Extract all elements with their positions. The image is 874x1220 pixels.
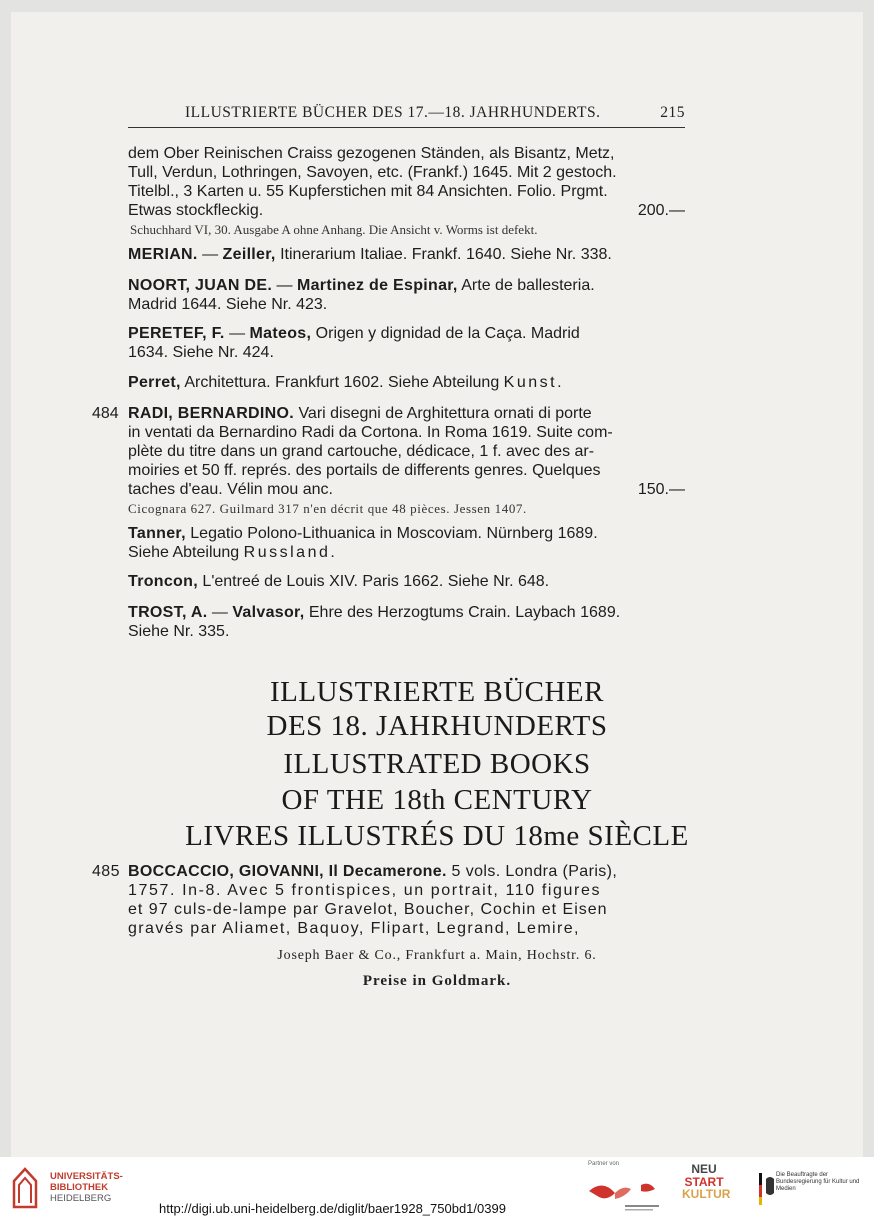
entry-number: 484 [92,405,119,422]
entry-boccaccio [92,862,685,938]
page-number: 215 [660,104,685,121]
neustart-line: NEU [691,1162,717,1176]
entry-line: Siehe Nr. 335. [128,623,230,640]
entry-line-text: Etwas stockfleckig. [128,202,264,219]
entry-head2: Valvasor, [232,604,305,621]
entry-number: 485 [92,863,120,880]
entry-head2: Martinez de Espinar, [296,277,458,294]
price-note: Preise in Goldmark. [362,973,512,989]
running-header [128,104,685,126]
entry-spaced-text: Kunst [503,374,558,391]
entry-head: Troncon, [128,573,198,590]
entry-sep: — [207,604,233,621]
federal-govt-text: Die Beauftragte der Bundesregierung für Kultur und Medien [776,1172,860,1192]
entry-price: 150.— [637,481,685,498]
entry-line: 1757. In-8. Avec 5 frontispices, un portrait, 110 figures [128,882,602,899]
university-name[interactable] [50,1171,123,1204]
entry-line: dem Ober Reinischen Craiss gezogenen Ständen, als Bisantz, Metz, [128,145,615,162]
footer-bar [0,1157,874,1220]
entry-line-text: 5 vols. Londra (Paris), [446,863,618,880]
university-logo-icon[interactable] [12,1167,38,1209]
header-rule [128,127,685,128]
entry-head: BOCCACCIO, GIOVANNI, Il Decamerone. [128,863,447,880]
entry-sep: — [197,246,223,263]
entry-line-text: L'entreé de Louis XIV. Paris 1662. Siehe Nr. 648. [197,573,550,590]
entry-spaced-text: Russland [243,544,331,561]
entry-head: RADI, BERNARDINO. [128,405,294,422]
entry-note: Cicognara 627. Guilmard 317 n'en décrit que 48 pièces. Jessen 1407. [128,501,527,516]
entry-trost [128,603,685,641]
entry-line: Tull, Verdun, Lothringen, Savoyen, etc. (Frankf.) 1645. Mit 2 gestoch. [128,164,617,181]
entry-line-text: Itinerarium Italiae. Frankf. 1640. Siehe Nr. 338. [275,246,612,263]
neustart-line: KULTUR [682,1187,731,1201]
entry-head2: Mateos, [249,325,312,342]
university-name-line: HEIDELBERG [50,1193,112,1204]
running-title: ILLUSTRIERTE BÜCHER DES 17.—18. JAHRHUNDERTS. [185,104,601,121]
section-title-line: OF THE 18th CENTURY [281,784,593,816]
entry-line [128,480,685,499]
entry-line: et 97 culs-de-lampe par Gravelot, Boucher, Cochin et Eisen [128,901,608,918]
entry-noort [128,276,685,314]
entry-peretef [128,324,685,362]
entry-sep: — [272,277,297,294]
entry-line-text: Vari disegni de Arghitettura ornati di porte [294,405,592,422]
entry-line-text: Origen y dignidad de la Caça. Madrid [311,325,580,342]
entry-line: 1634. Siehe Nr. 424. [128,344,274,361]
entry-head: NOORT, JUAN DE. [128,277,273,294]
entry-head: TROST, A. [128,604,208,621]
entry-tanner [128,524,685,562]
entry-line: Titelbl., 3 Karten u. 55 Kupferstichen mit 84 Ansichten. Folio. Prgmt. [128,183,608,200]
neustart-line: START [684,1174,724,1189]
partner-label: Partner von [588,1161,620,1167]
entry-line: Madrid 1644. Siehe Nr. 423. [128,296,328,313]
entry-line-text: Architettura. Frankfurt 1602. Siehe Abteilung [180,374,504,391]
university-name-line: BIBLIOTHEK [50,1182,109,1193]
entry-line: moiries et 50 ff. représ. des portails de differents genres. Quelques [128,462,601,479]
entry-radi [92,404,685,518]
university-name-line: UNIVERSITÄTS- [50,1171,123,1182]
entry-head: PERETEF, F. [128,325,225,342]
section-title-line: LIVRES ILLUSTRÉS DU 18me SIÈCLE [185,820,689,852]
entry-line-text: Siehe Abteilung [128,544,244,561]
neustart-kultur-logo[interactable] [682,1162,731,1213]
section-title-line: DES 18. JAHRHUNDERTS [266,710,608,742]
partner-bird-logo-icon[interactable] [585,1171,665,1215]
permalink-url[interactable]: http://digi.ub.uni-heidelberg.de/diglit/baer1928_750bd1/0399 [159,1201,506,1216]
section-title-line: ILLUSTRATED BOOKS [283,748,591,780]
entry-punct: . [330,544,335,561]
entry-note: Schuchhard VI, 30. Ausgabe A ohne Anhang. Die Ansicht v. Worms ist defekt. [130,222,538,237]
entry-line: gravés par Aliamet, Baquoy, Flipart, Legrand, Lemire, [128,920,580,937]
section-title-line: ILLUSTRIERTE BÜCHER [270,676,604,708]
entry-line-text: Ehre des Herzogtums Crain. Laybach 1689. [304,604,621,621]
entry-punct: . [557,374,562,391]
entry-line-text: Legatio Polono-Lithuanica in Moscoviam. Nürnberg 1689. [185,525,598,542]
entry-troncon [128,572,685,591]
entry-line: plète du titre dans un grand cartouche, dédicace, 1 f. avec des ar- [128,443,595,460]
entry-price: 200.— [637,202,685,219]
entry-perret [128,373,685,392]
entry-head: MERIAN. [128,246,198,263]
entry-line: in ventati da Bernardino Radi da Cortona. In Roma 1619. Suite com- [128,424,613,441]
entry-line [128,201,685,220]
entry-merian [128,245,685,264]
entry-head: Tanner, [128,525,186,542]
entry-continuation [128,144,685,239]
entry-line-text: taches d'eau. Vélin mou anc. [128,481,333,498]
entry-head: Perret, [128,374,181,391]
entry-sep: — [224,325,250,342]
publisher-imprint: Joseph Baer & Co., Frankfurt a. Main, Hochstr. 6. [277,948,597,963]
entry-head2: Zeiller, [222,246,276,263]
entry-line-text: Arte de ballesteria. [457,277,595,294]
